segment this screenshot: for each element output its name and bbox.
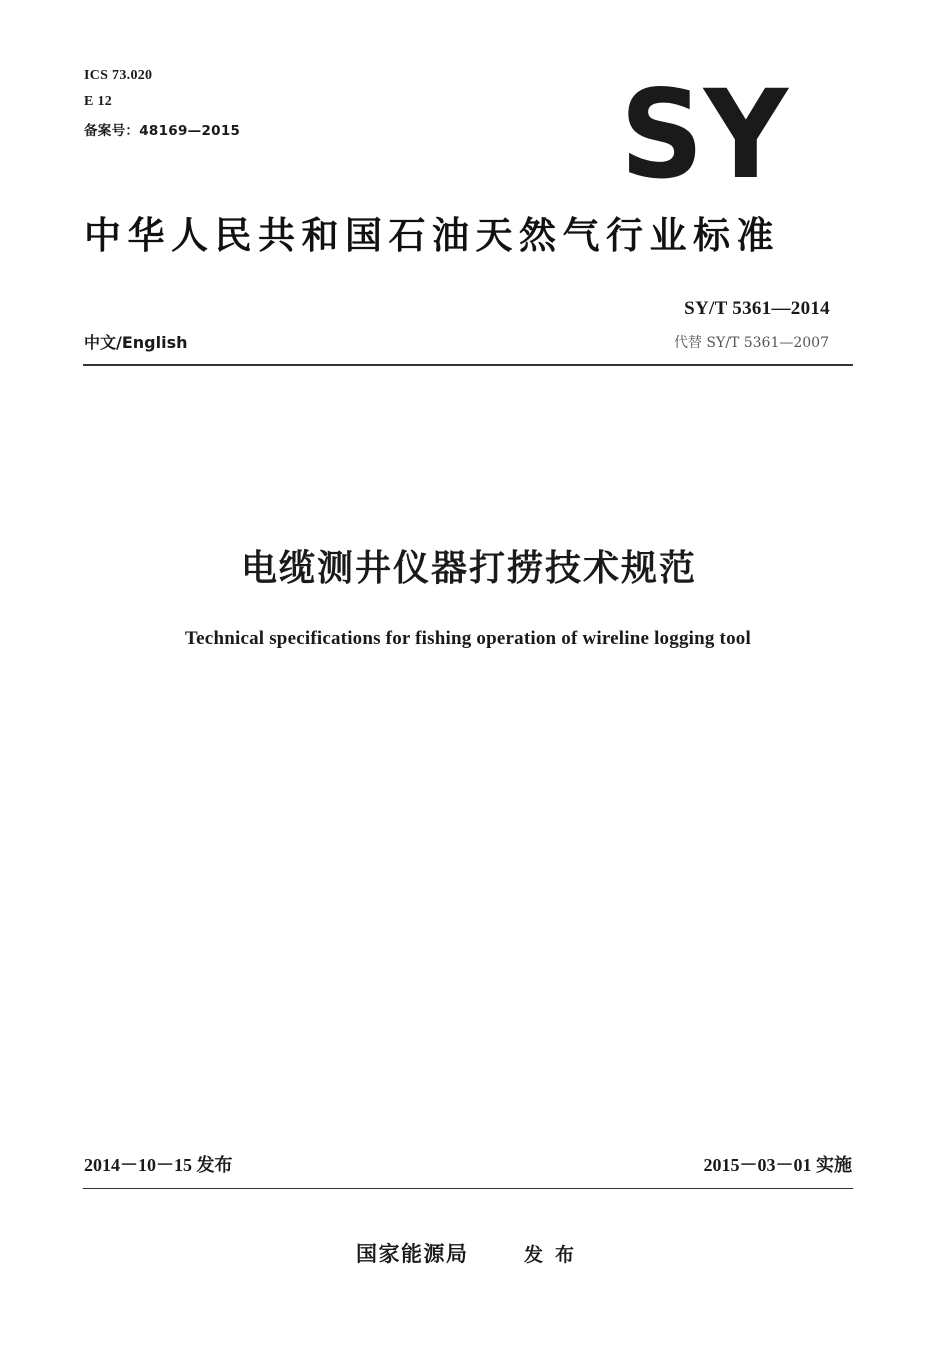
bottom-divider <box>83 1188 853 1189</box>
document-title-chinese: 电缆测井仪器打捞技术规范 <box>240 548 697 589</box>
ics-code: ICS 73.020 <box>84 68 153 83</box>
implementation-label: 实施 <box>816 1155 852 1176</box>
sy-logo <box>616 82 792 182</box>
implementation-date-value: 2015－03－01 <box>703 1155 812 1175</box>
standard-category-title: 中华人民共和国石油天然气行业标准 <box>84 214 780 257</box>
language-label: 中文/English <box>84 333 188 352</box>
sy-logo-text: SY <box>620 82 790 182</box>
issue-label: 发布 <box>196 1155 233 1176</box>
filing-number: 备案号：48169—2015 <box>84 123 241 139</box>
replaces-standard: 代替 SY/T 5361—2007 <box>673 335 829 351</box>
standard-number: SY/T 5361—2014 <box>684 298 830 319</box>
issue-date <box>84 1151 233 1177</box>
document-title-english: Technical specifications for fishing operation of wireline logging tool <box>185 628 751 649</box>
issue-date-value: 2014－10－15 <box>84 1155 192 1175</box>
publish-label: 发布 <box>524 1244 587 1266</box>
implementation-date <box>704 1151 853 1177</box>
classification-code: E 12 <box>84 94 113 109</box>
publisher-name: 国家能源局 <box>356 1242 469 1266</box>
top-divider <box>83 364 853 366</box>
